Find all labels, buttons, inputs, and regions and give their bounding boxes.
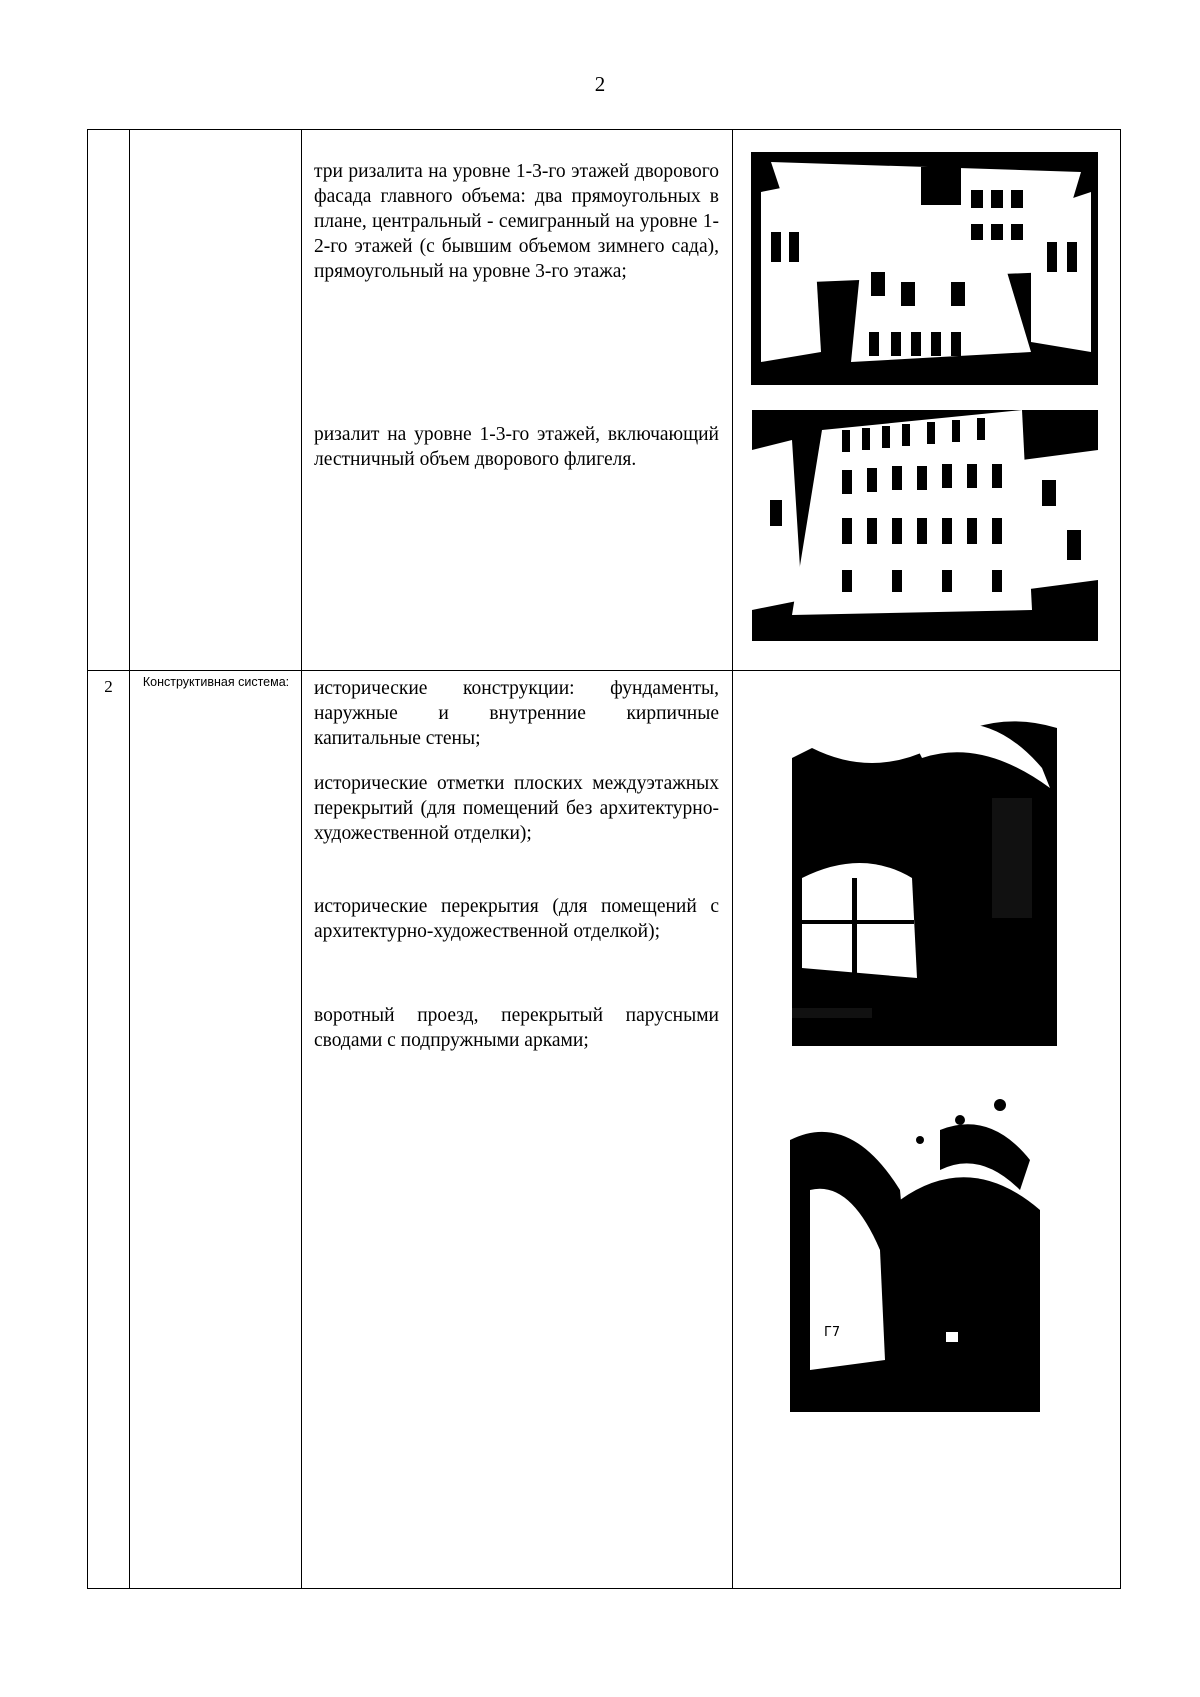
row-2-paragraph-2: исторические отметки плоских междуэтажных перекрытий (для помещений без архитектурно-художественной отделки);: [314, 773, 719, 844]
row-2-paragraph-1: исторические конструкции: фундаменты, наружные и внутренние кирпичные капитальные стены;: [314, 678, 719, 749]
row-label: Конструктивная система:: [142, 675, 290, 689]
object-table: [87, 129, 1121, 1589]
photo-marking: Г7: [824, 1325, 841, 1340]
column-divider: [732, 130, 733, 1588]
row-divider: [88, 670, 1120, 671]
staircase-wing-photo: [752, 410, 1098, 641]
column-divider: [129, 130, 130, 1588]
page-number: 2: [594, 72, 606, 96]
courtyard-facade-photo: [751, 152, 1098, 385]
vaulted-passage-photo: [790, 1070, 1059, 1412]
row-number: 2: [104, 677, 113, 696]
row-1-paragraph-2: ризалит на уровне 1-3-го этажей, включающий лестничный объем дворового флигеля.: [314, 424, 719, 470]
row-1-paragraph-1: три ризалита на уровне 1-3-го этажей дворового фасада главного объема: два прямоугольных в плане, центральный - семигранный на уровне 1-2-го этажей (с бывшим объемом зимнего сада), прямоугольный на уровне 3-го этажа;: [314, 161, 719, 282]
row-2-paragraph-4: воротный проезд, перекрытый парусными сводами с подпружными арками;: [314, 1005, 719, 1051]
interior-arch-window-photo: [792, 688, 1057, 1046]
column-divider: [301, 130, 302, 1588]
row-2-paragraph-3: исторические перекрытия (для помещений с архитектурно-художественной отделкой);: [314, 896, 719, 942]
